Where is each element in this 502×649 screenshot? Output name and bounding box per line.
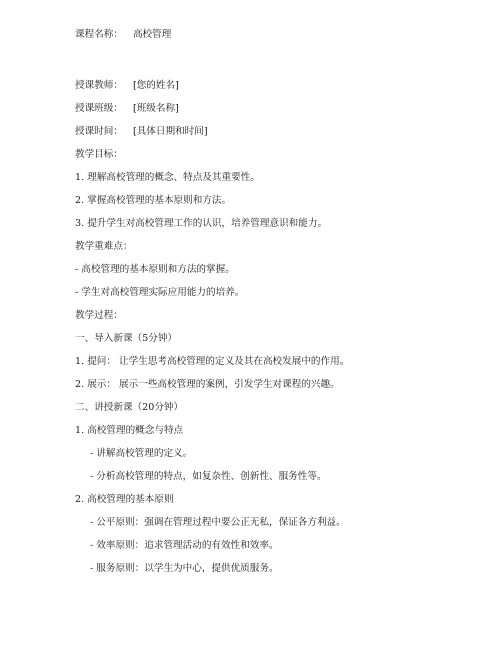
course-name-line	[75, 29, 171, 41]
teacher-label: 授课教师：	[75, 80, 123, 91]
time-line	[75, 126, 208, 138]
course-name-value: 高校管理	[132, 29, 172, 40]
section-2-title: 二、讲授新课（20分钟）	[75, 402, 184, 413]
section-2-item-2-sub: - 服务原则：以学生为中心，提供优质服务。	[90, 563, 279, 574]
objective-item: 2. 掌握高校管理的基本原则和方法。	[75, 195, 232, 206]
time-label: 授课时间：	[75, 126, 123, 137]
class-label: 授课班级：	[75, 103, 123, 114]
class-line	[75, 103, 179, 115]
process-title: 教学过程：	[75, 310, 123, 321]
time-value: [具体日期和时间]	[132, 126, 208, 137]
section-2-item-2-sub: - 公平原则：强调在管理过程中要公正无私，保证各方利益。	[90, 517, 346, 528]
section-2-item-2-sub: - 效率原则：追求管理活动的有效性和效率。	[90, 540, 279, 551]
objective-item: 3. 提升学生对高校管理工作的认识，培养管理意识和能力。	[75, 218, 328, 229]
objective-item: 1. 理解高校管理的概念、特点及其重要性。	[75, 172, 260, 183]
teacher-line	[75, 80, 179, 92]
class-value: [班级名称]	[132, 103, 179, 114]
section-1-item: 2. 展示： 展示一些高校管理的案例，引发学生对课程的兴趣。	[75, 379, 340, 390]
section-1-item: 1. 提问： 让学生思考高校管理的定义及其在高校发展中的作用。	[75, 356, 350, 367]
section-2-item-2: 2. 高校管理的基本原则	[75, 494, 174, 505]
key-point-item: - 学生对高校管理实际应用能力的培养。	[75, 287, 245, 298]
key-point-item: - 高校管理的基本原则和方法的掌握。	[75, 264, 235, 275]
section-2-item-1: 1. 高校管理的概念与特点	[75, 425, 184, 436]
course-name-label: 课程名称：	[75, 29, 123, 40]
teacher-value: [您的姓名]	[132, 80, 179, 91]
section-2-item-1-sub: - 分析高校管理的特点，如复杂性、创新性、服务性等。	[90, 471, 327, 482]
section-1-title: 一、导入新课（5分钟）	[75, 333, 178, 344]
key-points-title: 教学重难点：	[75, 241, 133, 252]
section-2-item-1-sub: - 讲解高校管理的定义。	[90, 448, 193, 459]
objectives-title: 教学目标：	[75, 149, 123, 160]
